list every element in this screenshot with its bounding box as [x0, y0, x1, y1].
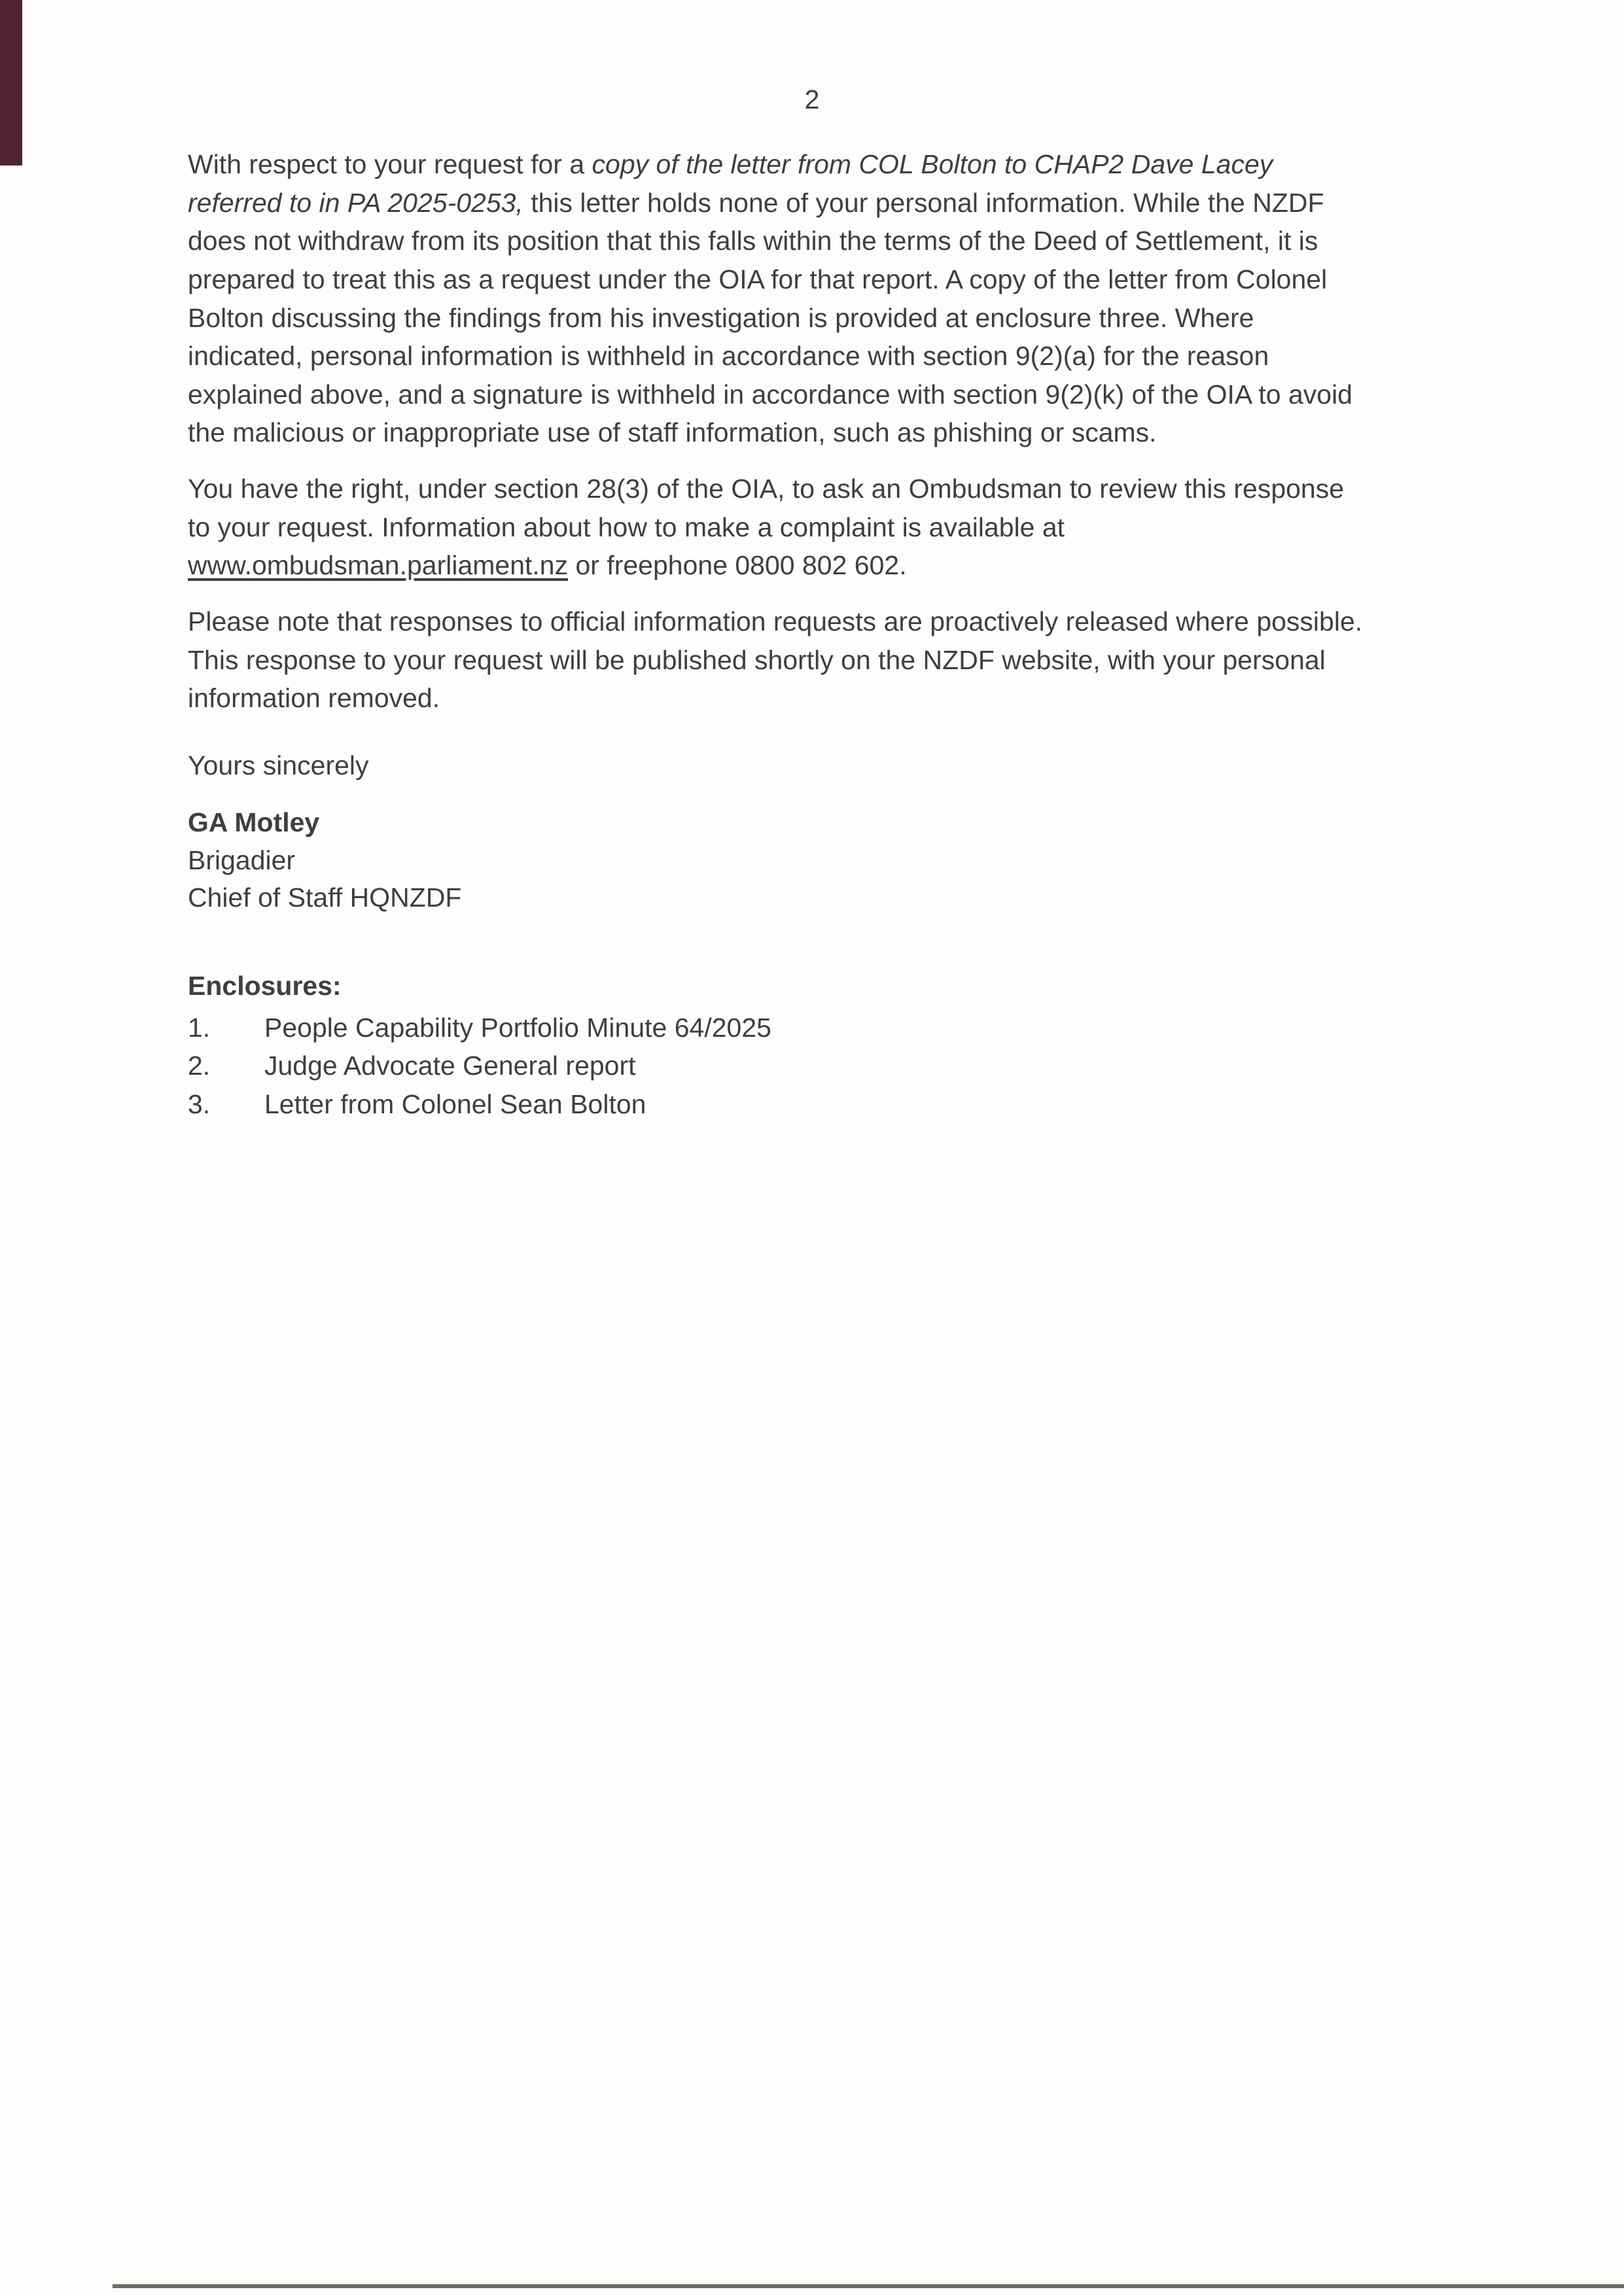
ombudsman-website-link[interactable]: www.ombudsman.parliament.nz — [188, 550, 569, 581]
enclosure-text: Judge Advocate General report — [264, 1051, 636, 1081]
signature-block — [188, 804, 1373, 916]
paragraph-text: this letter holds none of your personal information. While the NZDF does not withdraw from its position that this falls within the terms of the Deed of Settlement, it is prepared to treat this as a request under the OIA for that report. A copy of the letter from Colonel Bolton discussing the findings from his investigation is provided at enclosure three. Where indicated, personal information is withheld in accordance with section 9(2)(a) for the reason explained above, and a signature is withheld in accordance with section 9(2)(k) of the OIA to avoid the malicious or inappropriate use of staff information, such as phishing or scams. — [188, 187, 1352, 448]
signatory-name: GA Motley — [188, 807, 320, 838]
enclosure-number: 1. — [188, 1013, 211, 1043]
scan-bottom-line-artifact — [113, 2284, 1624, 2288]
signatory-rank: Brigadier — [188, 844, 296, 875]
scan-edge-artifact — [0, 0, 22, 165]
page-number: 2 — [804, 84, 820, 114]
enclosure-item — [188, 1085, 1373, 1123]
paragraph-ombudsman-rights — [188, 470, 1373, 585]
enclosure-number: 2. — [188, 1051, 211, 1081]
closing-salutation: Yours sincerely — [188, 750, 369, 780]
quoted-request-text: copy of the letter from COL Bolton to CHAP2 Dave Lacey referred to in PA 2025-0253, — [188, 149, 1273, 218]
signatory-title: Chief of Staff HQNZDF — [188, 882, 462, 913]
enclosures-section — [188, 967, 1373, 1123]
paragraph-request-response — [188, 145, 1373, 452]
enclosure-number: 3. — [188, 1088, 211, 1119]
paragraph-text: With respect to your request for a — [188, 149, 592, 179]
enclosure-text: People Capability Portfolio Minute 64/2025 — [264, 1013, 771, 1043]
enclosure-item — [188, 1009, 1373, 1047]
enclosure-text: Letter from Colonel Sean Bolton — [264, 1088, 646, 1119]
enclosure-item — [188, 1047, 1373, 1085]
letter-body — [188, 145, 1373, 1123]
paragraph-text: or freephone 0800 802 602. — [568, 550, 907, 581]
enclosures-heading: Enclosures: — [188, 970, 342, 1001]
paragraph-text: You have the right, under section 28(3) of the OIA, to ask an Ombudsman to review this response to your request. Information about how to make a complaint is available at — [188, 474, 1345, 542]
paragraph-proactive-release: Please note that responses to official information requests are proactively released where possible. This response to your request will be published shortly on the NZDF website, with your personal information removed. — [188, 606, 1363, 714]
